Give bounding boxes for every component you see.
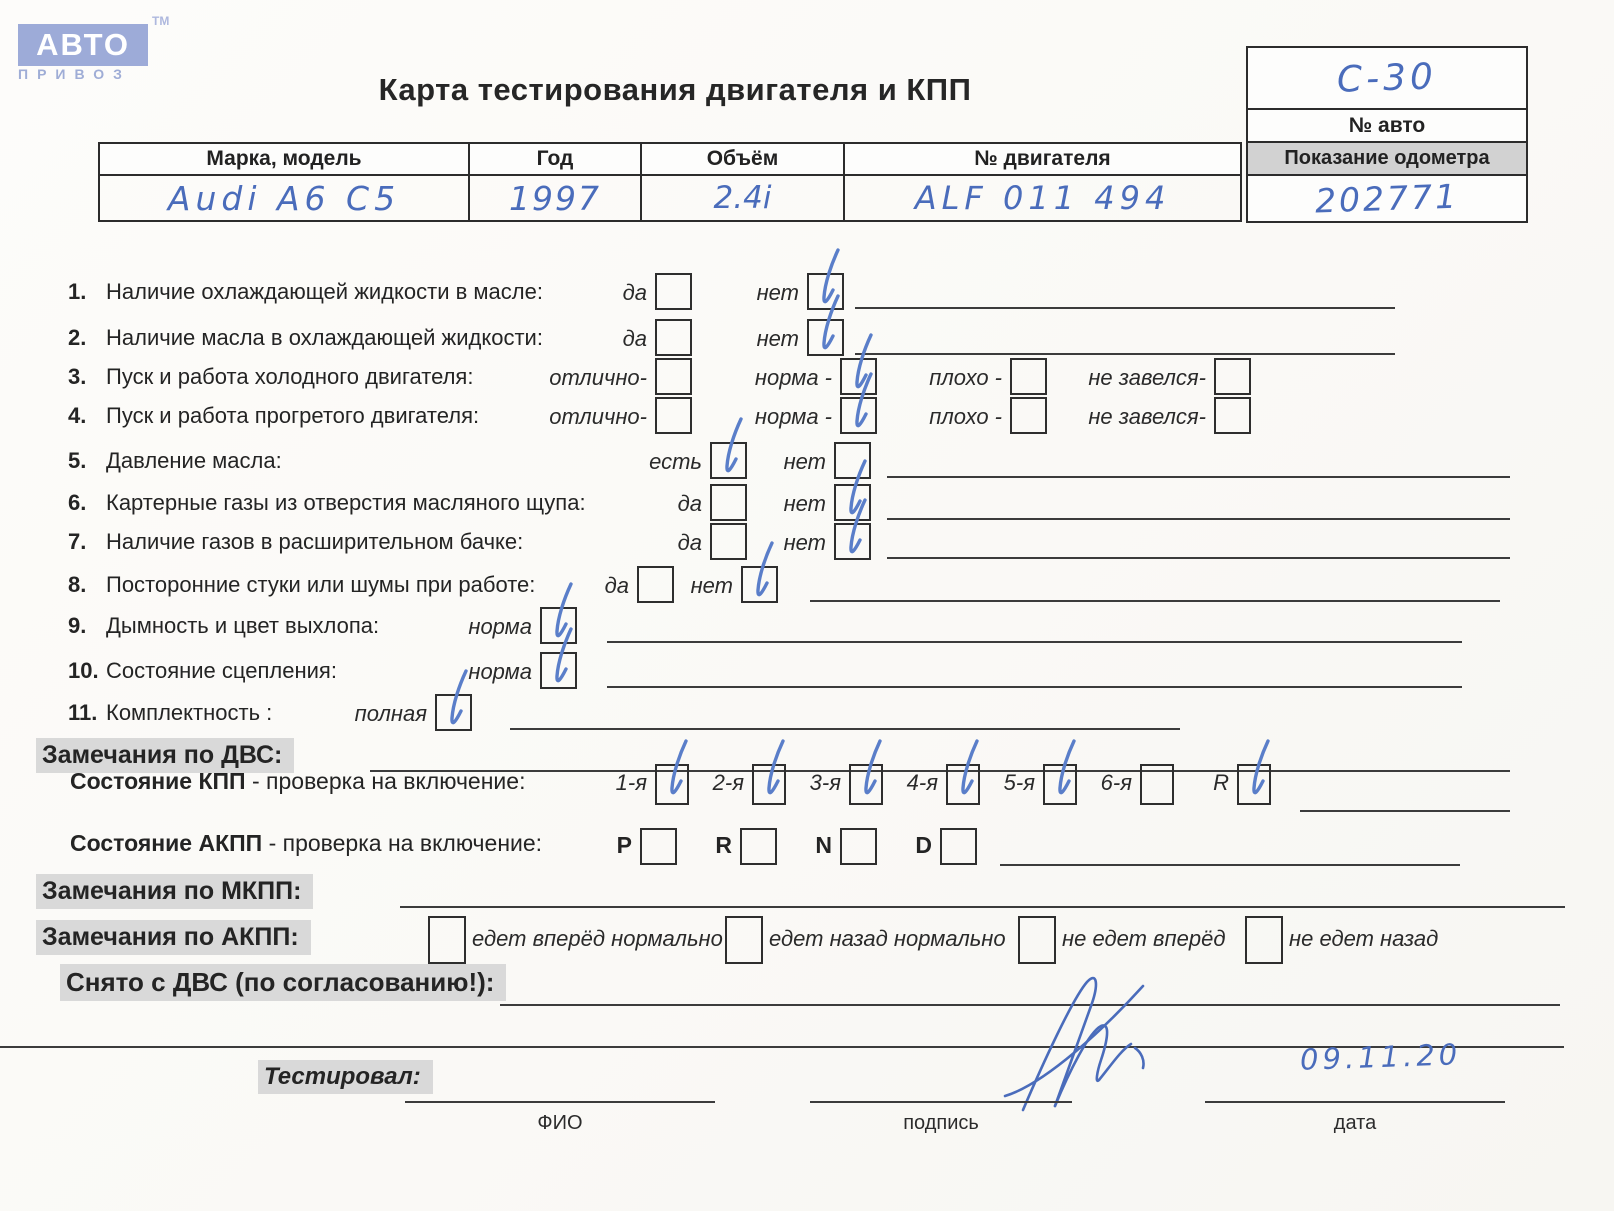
checkbox-norm[interactable] [540, 652, 577, 689]
odometer-label: Показание одометра [1248, 143, 1526, 176]
vehicle-table-header-row [99, 143, 1241, 175]
check-mark-icon [709, 414, 751, 486]
option-label: отлично- [549, 365, 647, 390]
option-label: норма [468, 614, 532, 639]
checkbox-p[interactable] [640, 828, 677, 865]
signature-line[interactable] [810, 1101, 1072, 1103]
option-label: нет [783, 491, 826, 516]
checklist-item [0, 356, 1614, 396]
make-header: Марка, модель [99, 143, 469, 175]
checkbox-present[interactable] [710, 442, 747, 479]
gear-label: 2-я [712, 770, 744, 795]
fill-line[interactable] [1000, 864, 1460, 866]
tested-by-label: Тестировал: [258, 1060, 433, 1094]
vehicle-table-value-row [99, 175, 1241, 221]
option-label: плохо - [929, 365, 1002, 390]
fill-line[interactable] [855, 353, 1395, 355]
make-value[interactable]: Audi А6 С5 [167, 178, 401, 218]
checkbox-yes[interactable] [655, 319, 692, 356]
fill-line[interactable] [887, 518, 1510, 520]
gear-label: 3-я [809, 770, 841, 795]
item-label: Комплектность : [106, 700, 273, 725]
volume-value[interactable]: 2.4i [713, 180, 772, 216]
engine-notes-label: Замечания по ДВС: [36, 738, 294, 773]
option-label: нет [690, 573, 733, 598]
manual-gearbox-notes-label: Замечания по МКПП: [36, 874, 313, 909]
option-label: нет [783, 449, 826, 474]
item-label: Состояние сцепления: [106, 658, 337, 683]
option-label: норма - [754, 404, 832, 429]
fill-line[interactable] [510, 728, 1180, 730]
checkbox-excellent[interactable] [655, 358, 692, 395]
position-label: R [715, 832, 732, 858]
check-mark-icon [833, 495, 875, 567]
fill-line[interactable] [400, 906, 1565, 908]
gear-label: 1-я [615, 770, 647, 795]
option-label: нет [783, 530, 826, 555]
fill-line[interactable] [607, 641, 1462, 643]
checkbox-gear-6[interactable] [1140, 764, 1174, 805]
akpp-option-label: едет вперёд нормально [472, 926, 723, 951]
checkbox-drives-forward[interactable] [428, 916, 466, 964]
checkbox-complete[interactable] [435, 694, 472, 731]
option-label: да [604, 573, 629, 598]
removed-from-engine-section [0, 962, 1614, 1012]
checkbox-d[interactable] [940, 828, 977, 865]
checklist-item [0, 440, 1614, 480]
checkbox-yes[interactable] [655, 273, 692, 310]
item-number: 5. [68, 448, 87, 473]
year-value[interactable]: 1997 [509, 178, 601, 218]
fio-caption: ФИО [537, 1112, 583, 1134]
manual-gearbox-notes-section [0, 872, 1614, 914]
checkbox-gear-3[interactable] [849, 764, 883, 805]
check-mark-icon [1236, 736, 1278, 808]
item-number: 1. [68, 279, 87, 304]
checkbox-yes[interactable] [637, 566, 674, 603]
engine-number-value[interactable]: ALF 011 494 [914, 179, 1171, 217]
fill-line[interactable] [887, 557, 1510, 559]
item-label: Посторонние стуки или шумы при работе: [106, 572, 536, 597]
option-label: полная [354, 701, 427, 726]
item-number: 7. [68, 529, 87, 554]
gearbox-check-row [0, 758, 1614, 822]
check-mark-icon [539, 624, 581, 696]
check-mark-icon [848, 736, 890, 808]
removed-from-engine-label: Снято с ДВС (по согласованию!): [60, 964, 506, 1001]
checkbox-norm[interactable] [840, 397, 877, 434]
checkbox-no-start[interactable] [1214, 397, 1251, 434]
gear-label: R [1213, 770, 1229, 795]
check-mark-icon [945, 736, 987, 808]
engine-number-header: № двигателя [844, 143, 1241, 175]
auto-gearbox-notes-label: Замечания по АКПП: [36, 920, 311, 955]
item-number: 3. [68, 364, 87, 389]
signature [985, 968, 1185, 1118]
check-mark-icon [751, 736, 793, 808]
item-label: Пуск и работа холодного двигателя: [106, 364, 474, 389]
gearbox-label-rest: - проверка на включение: [245, 768, 526, 794]
trademark-mark: ТМ [152, 14, 170, 28]
option-label: отлично- [549, 404, 647, 429]
auto-gearbox-notes-section [0, 912, 1614, 966]
option-label: норма [468, 659, 532, 684]
option-label: есть [649, 449, 702, 474]
item-number: 11. [68, 700, 98, 725]
car-number-label: № авто [1248, 110, 1526, 143]
option-label: да [622, 326, 647, 351]
checklist-item [0, 317, 1614, 357]
option-label: не завелся- [1088, 404, 1206, 429]
position-label: P [616, 832, 632, 858]
position-label: N [815, 832, 832, 858]
page-title: Карта тестирования двигателя и КПП [378, 72, 972, 107]
checklist-item [0, 650, 1614, 690]
option-label: нет [756, 280, 799, 305]
checkbox-gear-5[interactable] [1043, 764, 1077, 805]
option-label: да [622, 280, 647, 305]
fill-line[interactable] [810, 600, 1500, 602]
fill-line[interactable] [855, 307, 1395, 309]
checkbox-r[interactable] [740, 828, 777, 865]
car-number-box [1246, 46, 1528, 223]
checkbox-excellent[interactable] [655, 397, 692, 434]
option-label: плохо - [929, 404, 1002, 429]
check-mark-icon [740, 538, 782, 610]
item-label: Наличие масла в охлаждающей жидкости: [106, 325, 543, 350]
car-number-value[interactable]: С-30 [1336, 55, 1438, 101]
fill-line[interactable] [1300, 810, 1510, 812]
checkbox-no-backward[interactable] [1245, 916, 1283, 964]
auto-gearbox-label-bold: Состояние АКПП [70, 830, 263, 856]
checkbox-no[interactable] [741, 566, 778, 603]
date-value[interactable]: 09.11.20 [1299, 1037, 1462, 1077]
gearbox-label-bold: Состояние КПП [70, 768, 246, 794]
checkbox-no[interactable] [834, 523, 871, 560]
auto-gearbox-label-rest: - проверка на включение: [262, 830, 543, 856]
signature-caption: подпись [903, 1112, 979, 1134]
checkbox-gear-1[interactable] [655, 764, 689, 805]
checklist-item [0, 482, 1614, 522]
check-mark-icon [1042, 736, 1084, 808]
avtoprivoz-logo-subtitle: ПРИВОЗ [18, 66, 131, 82]
item-number: 8. [68, 572, 87, 597]
auto-gearbox-check-row [0, 820, 1614, 874]
option-label: норма - [754, 365, 832, 390]
checkbox-no-forward[interactable] [1018, 916, 1056, 964]
option-label: да [677, 491, 702, 516]
checkbox-bad[interactable] [1010, 358, 1047, 395]
vehicle-table [98, 142, 1242, 222]
check-mark-icon [654, 736, 696, 808]
year-header: Год [469, 143, 641, 175]
item-number: 6. [68, 490, 87, 515]
item-label: Дымность и цвет выхлопа: [106, 613, 380, 638]
option-label: не завелся- [1088, 365, 1206, 390]
volume-header: Объём [641, 143, 844, 175]
checkbox-yes[interactable] [710, 484, 747, 521]
checkbox-gear-r[interactable] [1237, 764, 1271, 805]
item-number: 10. [68, 658, 99, 683]
item-number: 4. [68, 403, 87, 428]
checkbox-n[interactable] [840, 828, 877, 865]
fill-line[interactable] [887, 476, 1510, 478]
avtoprivoz-logo: АВТО [18, 24, 148, 66]
odometer-value[interactable]: 202771 [1314, 176, 1460, 221]
item-label: Давление масла: [106, 448, 282, 473]
checklist-item [0, 395, 1614, 435]
fio-line[interactable] [405, 1101, 715, 1103]
akpp-option-label: не едет вперёд [1062, 926, 1226, 951]
checklist-item [0, 564, 1614, 604]
checklist-item [0, 605, 1614, 645]
item-label: Наличие охлаждающей жидкости в масле: [106, 279, 543, 304]
checkbox-drives-backward[interactable] [725, 916, 763, 964]
check-mark-icon [839, 369, 881, 441]
item-number: 9. [68, 613, 87, 638]
item-label: Наличие газов в расширительном бачке: [106, 529, 524, 554]
option-label: да [677, 530, 702, 555]
checklist-item [0, 692, 1614, 732]
item-label: Пуск и работа прогретого двигателя: [106, 403, 480, 428]
fill-line[interactable] [607, 686, 1462, 688]
position-label: D [915, 832, 932, 858]
check-mark-icon [434, 666, 476, 738]
checklist-item [0, 521, 1614, 561]
checkbox-no-start[interactable] [1214, 358, 1251, 395]
gear-label: 4-я [906, 770, 938, 795]
checkbox-bad[interactable] [1010, 397, 1047, 434]
checkbox-gear-4[interactable] [946, 764, 980, 805]
item-number: 2. [68, 325, 87, 350]
option-label: нет [756, 326, 799, 351]
gear-label: 6-я [1100, 770, 1132, 795]
date-line[interactable] [1205, 1101, 1505, 1103]
checkbox-gear-2[interactable] [752, 764, 786, 805]
date-caption: дата [1333, 1112, 1377, 1134]
item-label: Картерные газы из отверстия масляного щупа: [106, 490, 586, 515]
gear-label: 5-я [1003, 770, 1035, 795]
akpp-option-label: не едет назад [1289, 926, 1439, 951]
akpp-option-label: едет назад нормально [769, 926, 1006, 951]
